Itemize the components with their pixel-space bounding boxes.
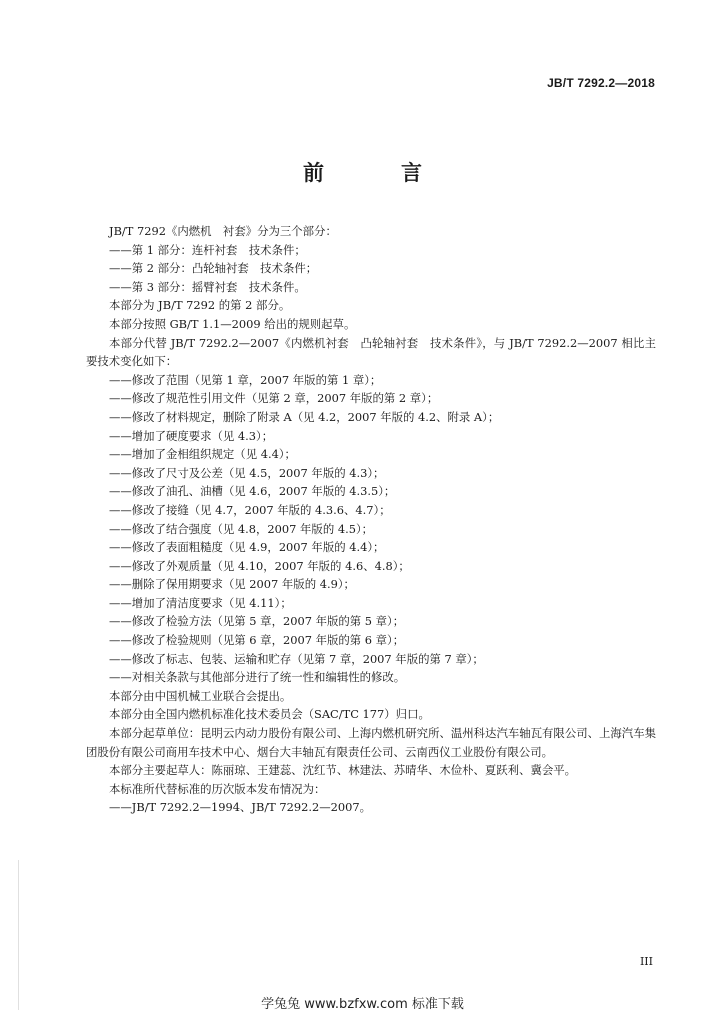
- paragraph: ——删除了保用期要求（见 2007 年版的 4.9）；: [109, 577, 355, 592]
- standard-code: JB/T 7292.2—2018: [547, 76, 655, 90]
- paragraph: 本部分起草单位：昆明云内动力股份有限公司、上海内燃机研究所、温州科达汽车轴瓦有限公司、上海汽车集团股份有限公司商用车技术中心、烟台大丰轴瓦有限责任公司、云南西仪工业股份有限公司。: [86, 726, 656, 759]
- paragraph: ——修改了结合强度（见 4.8，2007 年版的 4.5）；: [109, 521, 374, 536]
- paragraph: ——修改了尺寸及公差（见 4.5，2007 年版的 4.3）；: [109, 465, 385, 480]
- paragraph: ——JB/T 7292.2—1994、JB/T 7292.2—2007。: [109, 800, 372, 815]
- paragraph: ——增加了清洁度要求（见 4.11）；: [109, 595, 292, 610]
- watermark: 学兔兔 www.bzfxw.com 标准下载: [261, 997, 464, 1012]
- foreword-body: [86, 222, 656, 817]
- paragraph: 本部分主要起草人：陈丽琼、王建蕊、沈红节、林建法、苏晴华、木俭朴、夏跃利、冀会平。: [109, 763, 577, 778]
- page-title: 前 言: [303, 161, 450, 185]
- paragraph: 本部分代替 JB/T 7292.2—2007《内燃机衬套 凸轮轴衬套 技术条件》，与 JB/T 7292.2—2007 相比主要技术变化如下：: [86, 335, 656, 369]
- paragraph: ——第 2 部分：凸轮轴衬套 技术条件；: [109, 261, 318, 276]
- paragraph: ——修改了范围（见第 1 章，2007 年版的第 1 章）；: [109, 372, 382, 387]
- paragraph: ——修改了表面粗糙度（见 4.9，2007 年版的 4.4）；: [109, 540, 385, 555]
- paragraph: ——修改了检验方法（见第 5 章，2007 年版的第 5 章）；: [109, 614, 405, 629]
- paragraph: ——修改了油孔、油槽（见 4.6，2007 年版的 4.3.5）；: [109, 484, 396, 499]
- paragraph: ——修改了接缝（见 4.7，2007 年版的 4.3.6、4.7）；: [109, 502, 391, 517]
- paragraph: ——修改了材料规定，删除了附录 A（见 4.2，2007 年版的 4.2、附录 A）；: [109, 409, 500, 424]
- paragraph: 本部分由中国机械工业联合会提出。: [109, 688, 292, 703]
- paragraph: ——对相关条款与其他部分进行了统一性和编辑性的修改。: [109, 670, 406, 685]
- paragraph: 本部分按照 GB/T 1.1—2009 给出的规则起草。: [109, 316, 356, 331]
- page-number: III: [639, 955, 653, 968]
- paragraph: 本部分由全国内燃机标准化技术委员会（SAC/TC 177）归口。: [109, 707, 430, 722]
- paragraph: ——修改了标志、包装、运输和贮存（见第 7 章，2007 年版的第 7 章）；: [109, 651, 484, 666]
- paragraph: JB/T 7292《内燃机 衬套》分为三个部分：: [109, 224, 337, 238]
- paragraph: ——修改了规范性引用文件（见第 2 章，2007 年版的第 2 章）；: [109, 391, 439, 406]
- scan-margin-line: [18, 860, 19, 1010]
- paragraph: 本部分为 JB/T 7292 的第 2 部分。: [109, 298, 291, 313]
- paragraph: 本标准所代替标准的历次版本发布情况为：: [109, 781, 326, 796]
- paragraph: ——修改了检验规则（见第 6 章，2007 年版的第 6 章）；: [109, 633, 405, 648]
- paragraph: ——第 1 部分：连杆衬套 技术条件；: [109, 242, 306, 257]
- paragraph: ——修改了外观质量（见 4.10，2007 年版的 4.6、4.8）；: [109, 558, 410, 573]
- paragraph: ——增加了硬度要求（见 4.3）；: [109, 428, 274, 443]
- paragraph: ——第 3 部分：摇臂衬套 技术条件。: [109, 279, 306, 294]
- paragraph: ——增加了金相组织规定（见 4.4）；: [109, 447, 296, 462]
